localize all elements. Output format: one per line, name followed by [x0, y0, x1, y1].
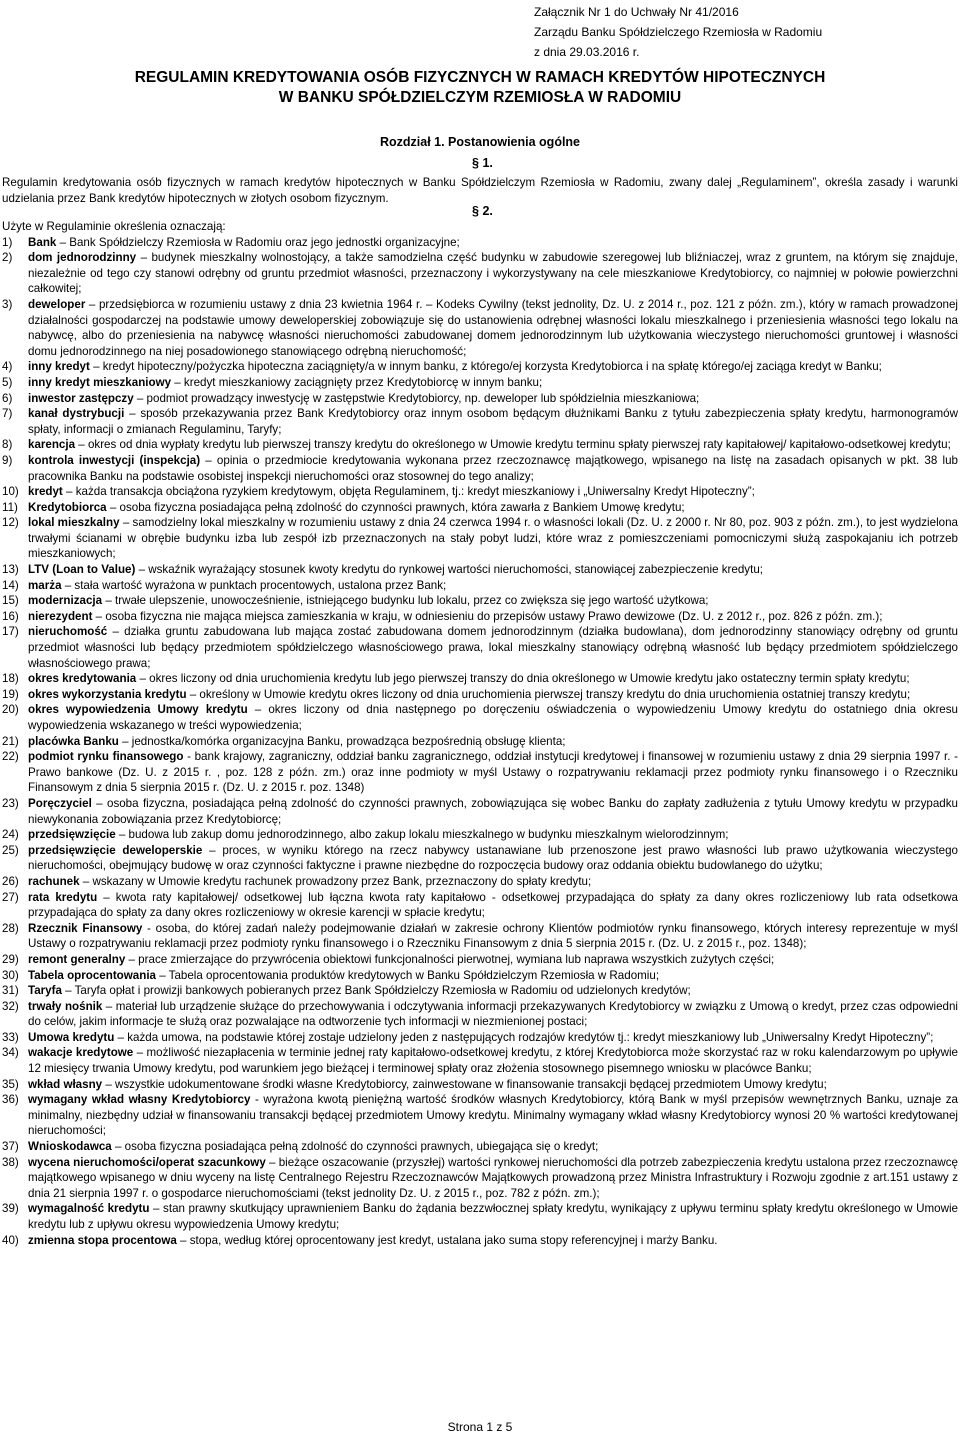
- header-line-3: z dnia 29.03.2016 r.: [534, 45, 640, 59]
- definition-term: marża: [28, 578, 62, 592]
- definition-item: [2, 968, 958, 984]
- definition-description: – stała wartość wyrażona w punktach procentowych, ustalona przez Bank;: [61, 578, 447, 592]
- definition-term: inny kredyt: [28, 360, 90, 374]
- definition-term: kanał dystrybucji: [28, 407, 125, 421]
- definition-text: [28, 999, 958, 1030]
- definition-description: – okres liczony od dnia uruchomienia kredytu lub jego pierwszej transzy do dnia określonego w Umowie kredytu jako ostateczny termin spłaty kredytu;: [136, 672, 910, 686]
- definition-term: wkład własny: [28, 1077, 103, 1091]
- definition-text: [28, 235, 958, 251]
- definition-description: - wyrażona kwotą pieniężną wartość środków własnych Kredytobiorcy, którą Bank w myśl przepisów wewnętrznych Banku, uznaje za minimalny, niezbędny udział w finansowaniu transakcji będącej przedmiotem Umowy kredytu. Minimalny wymagany wkład własny Kredytobiorcy wynosi 20 % wartości kredytowanej nieruchomości;: [28, 1093, 958, 1138]
- definition-description: – prace zmierzające do przywrócenia obiektowi funkcjonalności pierwotnej, wymiana lub naprawa wszystkich zużytych części;: [125, 952, 775, 966]
- definition-number: 14): [2, 578, 19, 592]
- definition-number: 23): [2, 796, 19, 810]
- definition-text: [28, 749, 958, 796]
- definition-text: [28, 562, 958, 578]
- definition-term: wycena nieruchomości/operat szacunkowy: [28, 1155, 266, 1169]
- definition-text: [28, 593, 958, 609]
- definition-term: Kredytobiorca: [28, 500, 107, 514]
- definition-description: - osoba, do której zadań należy podejmowanie działań w zakresie ochrony Klientów podmiotów rynku finansowego, których interesy reprezentuje w myśl Ustawy o rozpatrywaniu reklamacji przez podmioty rynku finansowego i o Rzeczniku Finansowym z dnia 5 sierpnia 2015 r. (Dz. U. z 2015 r., poz. 1348);: [28, 921, 958, 951]
- definition-text: [28, 734, 958, 750]
- definition-text: [28, 1092, 958, 1139]
- definition-term: Poręczyciel: [28, 796, 92, 810]
- definition-item: [2, 827, 958, 843]
- definition-term: karencja: [28, 438, 76, 452]
- definition-description: – budynek mieszkalny wolnostojący, a także samodzielna część budynku w zabudowie szeregowej lub bliźniaczej, wraz z gruntem, na którym się znajduje, niezależnie od tego czy stanowi odrębny od gruntu przedmiot własności, przeznaczony i wykorzystywany na cele mieszkaniowe Kredytobiorcy, co najmniej w połowie powierzchni całkowitej;: [28, 251, 958, 296]
- definition-item: [2, 671, 958, 687]
- definition-text: [28, 484, 958, 500]
- definition-number: 3): [2, 297, 13, 311]
- definition-description: – osoba fizyczna posiadająca pełną zdolność do czynności prawnych, która zawarła z Bankiem Umowę kredytu;: [106, 500, 685, 514]
- definition-text: [28, 1045, 958, 1076]
- definition-item: [2, 983, 958, 999]
- definition-term: kontrola inwestycji (inspekcja): [28, 453, 201, 467]
- definition-term: podmiot rynku finansowego: [28, 750, 184, 764]
- definition-text: [28, 609, 958, 625]
- definition-number: 5): [2, 375, 13, 389]
- definition-description: – kwota raty kapitałowej/ odsetkowej lub łączna kwota raty kapitałowo - odsetkowej przypadająca do spłaty za dany okres rozliczeniowy lub rata odsetkowa przypadająca do spłaty za dany okres rozliczeniowy w okresie karencji w spłacie kredytu;: [28, 890, 959, 920]
- definition-text: [28, 843, 958, 874]
- definition-text: [28, 1139, 958, 1155]
- definition-description: – stopa, według której oprocentowany jest kredyt, ustalana jako suma stopy referencyjnej i marży Banku.: [176, 1233, 718, 1247]
- definition-text: [28, 437, 958, 453]
- definition-number: 35): [2, 1077, 19, 1091]
- definition-text: [28, 375, 958, 391]
- definition-text: [28, 500, 958, 516]
- definition-number: 12): [2, 516, 19, 530]
- definition-number: 13): [2, 563, 19, 577]
- definition-term: lokal mieszkalny: [28, 516, 120, 530]
- definition-text: [28, 391, 958, 407]
- definition-text: [28, 1155, 958, 1202]
- definition-number: 26): [2, 874, 19, 888]
- definition-item: [2, 1030, 958, 1046]
- definition-text: [28, 968, 958, 984]
- definition-description: – okres od dnia wypłaty kredytu lub pierwszej transzy kredytu do określonego w Umowie kredytu terminu spłaty pierwszej raty kapitałowej/ kapitałowo-odsetkowej kredytu;: [75, 438, 951, 452]
- definition-item: [2, 702, 958, 733]
- definition-term: wymagany wkład własny Kredytobiorcy: [28, 1093, 251, 1107]
- definition-number: 37): [2, 1140, 19, 1154]
- definition-item: [2, 593, 958, 609]
- definition-number: 31): [2, 984, 19, 998]
- definition-number: 6): [2, 391, 13, 405]
- definition-description: – każda transakcja obciążona ryzykiem kredytowym, objęta Regulaminem, tj.: kredyt mieszkaniowy i „Uniwersalny Kredyt Hipoteczny”;: [62, 485, 755, 499]
- definition-description: – każda umowa, na podstawie której zostaje udzielony jeden z następujących rodzajów kredytów tj.: kredyt mieszkaniowy lub „Uniwersalny Kredyt Hipoteczny”;: [114, 1030, 934, 1044]
- definition-term: wymagalność kredytu: [28, 1202, 150, 1216]
- definition-number: 1): [2, 235, 13, 249]
- definition-description: – opinia o przedmiocie kredytowania wykonana przez rzeczoznawcę majątkowego, wpisanego na listę na zasadach opisanych w pkt. 38 lub pracownika Banku na podstawie osobistej inspekcji nieruchomości oraz stosownej do tego analizy;: [28, 453, 958, 483]
- definition-term: deweloper: [28, 297, 86, 311]
- definition-description: – przedsiębiorca w rozumieniu ustawy z dnia 23 kwietnia 1964 r. – Kodeks Cywilny (tekst jednolity, Dz. U. z 2014 r., poz. 121 z późn. zm.), który w ramach prowadzonej działalności gospodarczej na podstawie umowy deweloperskiej zobowiązuje się do ustanowienia odrębnej własności lokalu mieszkalnego i przeniesienia własności tego lokalu na nabywcę, albo do przeniesienia na nabywcę własności nieruchomości zabudowanej domem jednorodzinnym lub użytkowania wieczystego nieruchomości gruntowej i własności domu jednorodzinnego na niej posadowionego stanowiącego odrębną nieruchomość;: [28, 297, 958, 358]
- definition-number: 36): [2, 1093, 19, 1107]
- definition-item: [2, 297, 958, 359]
- definition-description: – proces, w wyniku którego na rzecz nabywcy ustanawiane lub przenoszone jest prawo własności lub prawo użytkowania wieczystego nieruchomości, obejmujący budowę w oraz czynności faktyczne i prawne niezbędne do rozpoczęcia budowy oraz oddania obiektu budowlanego do użytku;: [28, 843, 959, 873]
- definition-text: [28, 921, 958, 952]
- definition-item: [2, 796, 958, 827]
- definition-description: – sposób przekazywania przez Bank Kredytobiorcy oraz innym osobom będącym dłużnikami Banku z tytułu zabezpieczenia spłaty kredytu, harmonogramów spłaty, informacji o zmianach Regulaminu, Taryfy;: [28, 407, 958, 436]
- definition-text: [28, 1233, 958, 1249]
- definition-term: kredyt: [28, 485, 63, 499]
- definition-description: - bank krajowy, zagraniczny, oddział banku zagranicznego, oddział instytucji kredytowej i finansowej w rozumieniu ustawy z dnia 29 sierpnia 1997 r. - Prawo bankowe (Dz. U. z 2015 r. , poz. 128 z późn. zm.) oraz inne podmioty w myśl Ustawy o rozpatrywaniu reklamacji przez podmioty rynku finansowego i o Rzeczniku Finansowym z dnia 5 sierpnia 2015 r. (Dz. U. z 2015 r. poz. 1348): [28, 750, 958, 795]
- definition-term: dom jednorodzinny: [28, 251, 137, 265]
- definition-description: – budowa lub zakup domu jednorodzinnego, albo zakup lokalu mieszkalnego w budynku mieszkalnym wielorodzinnym;: [115, 828, 729, 842]
- definition-number: 39): [2, 1202, 19, 1216]
- definition-text: [28, 702, 958, 733]
- definition-number: 25): [2, 843, 19, 857]
- definitions-list: [2, 235, 958, 1249]
- definition-term: trwały nośnik: [28, 999, 103, 1013]
- definition-item: [2, 406, 958, 437]
- definition-item: [2, 1139, 958, 1155]
- definition-description: – kredyt hipoteczny/pożyczka hipoteczna zaciągnięty/a w innym banku, z którego/ej korzysta Kredytobiorca i na spłatę którego/ej zaciąga kredyt w Banku;: [89, 360, 882, 374]
- definition-description: – Bank Spółdzielczy Rzemiosła w Radomiu oraz jego jednostki organizacyjne;: [56, 235, 460, 249]
- definition-item: [2, 391, 958, 407]
- definition-description: – określony w Umowie kredytu okres liczony od dnia uruchomienia pierwszej transzy kredytu do dnia uruchomienia ostatniej transzy kredytu;: [186, 687, 911, 701]
- definition-term: nierezydent: [28, 609, 93, 623]
- definition-term: inwestor zastępczy: [28, 391, 134, 405]
- definition-description: – jednostka/komórka organizacyjna Banku, prowadząca bezpośrednią obsługę klienta;: [118, 734, 566, 748]
- definition-text: [28, 297, 958, 359]
- definition-text: [28, 453, 958, 484]
- definition-item: [2, 843, 958, 874]
- definition-item: [2, 952, 958, 968]
- definition-term: Bank: [28, 235, 57, 249]
- title-line-1: REGULAMIN KREDYTOWANIA OSÓB FIZYCZNYCH W RAMACH KREDYTÓW HIPOTECZNYCH: [134, 69, 826, 86]
- definition-number: 10): [2, 485, 19, 499]
- definition-item: [2, 562, 958, 578]
- definition-item: [2, 453, 958, 484]
- definition-number: 9): [2, 453, 13, 467]
- definition-term: Umowa kredytu: [28, 1030, 115, 1044]
- definition-term: rata kredytu: [28, 890, 98, 904]
- definition-number: 29): [2, 952, 19, 966]
- definition-description: – osoba fizyczna, posiadająca pełną zdolność do czynności prawnych, zobowiązująca się wobec Banku do zapłaty zadłużenia z tytułu Umowy kredytu w przypadku niewykonania zobowiązania przez Kredytobiorcę;: [28, 796, 958, 826]
- definition-term: Wnioskodawca: [28, 1140, 112, 1154]
- paragraph-2-mark: § 2.: [472, 204, 493, 218]
- definition-text: [28, 890, 958, 921]
- definition-item: [2, 359, 958, 375]
- definition-text: [28, 983, 958, 999]
- definition-number: 8): [2, 438, 13, 452]
- definition-item: [2, 484, 958, 500]
- definition-term: wakacje kredytowe: [28, 1046, 134, 1060]
- definition-item: [2, 624, 958, 671]
- definition-number: 32): [2, 999, 19, 1013]
- definition-text: [28, 1030, 958, 1046]
- definition-term: rachunek: [28, 874, 80, 888]
- definition-description: – osoba fizyczna posiadająca pełną zdolność do czynności prawnych, ubiegająca się o kredyt;: [111, 1140, 599, 1154]
- definition-term: Taryfa: [28, 984, 62, 998]
- definition-description: – wszystkie udokumentowane środki własne Kredytobiorcy, zainwestowane w finansowanie transakcji będącej przedmiotem Umowy kredytu;: [102, 1077, 827, 1091]
- definition-term: Rzecznik Finansowy: [28, 921, 143, 935]
- definition-text: [28, 624, 958, 671]
- paragraph-1-text: Regulamin kredytowania osób fizycznych w ramach kredytów hipotecznych w Banku Spółdzielczym Rzemiosła w Radomiu, zwany dalej „Regulaminem”, określa zasady i warunki udzielania przez Bank kredytów hipotecznych w złotych osobom fizycznym.: [2, 176, 958, 205]
- definition-description: – samodzielny lokal mieszkalny w rozumieniu ustawy z dnia 24 czerwca 1994 r. o własności lokali (Dz. U. z 2000 r. Nr 80, poz. 903 z późn. zm.), to jest wydzielona trwałymi ścianami w obrębie budynku izba lub zespół izb przeznaczonych na stały pobyt ludzi, które wraz z pomieszczeniami pomocniczymi służą zaspokajaniu ich potrzeb mieszkaniowych;: [28, 516, 958, 561]
- definition-number: 30): [2, 968, 19, 982]
- definition-item: [2, 1077, 958, 1093]
- definition-number: 38): [2, 1155, 19, 1169]
- definition-description: – wskaźnik wyrażający stosunek kwoty kredytu do rynkowej wartości nieruchomości, stanowiącej zabezpieczenie kredytu;: [135, 563, 763, 577]
- definition-description: – możliwość niezapłacenia w terminie jednej raty kapitałowo-odsetkowej kredytu, z której Kredytobiorca może skorzystać raz w roku kalendarzowym po upływie 12 miesięcy trwania Umowy kredytu, pod warunkiem jego bieżącej i terminowej spłaty oraz złożenia stosownego pisemnego wniosku w placówce Banku;: [28, 1046, 959, 1076]
- definition-number: 16): [2, 609, 19, 623]
- definition-number: 7): [2, 407, 13, 421]
- definition-item: [2, 1233, 958, 1249]
- definition-item: [2, 1201, 958, 1232]
- paragraph-2-body: [2, 219, 958, 1248]
- definition-text: [28, 250, 958, 297]
- definition-text: [28, 1077, 958, 1093]
- definition-item: [2, 235, 958, 251]
- paragraph-1-mark: § 1.: [472, 156, 493, 170]
- definition-item: [2, 500, 958, 516]
- definition-number: 22): [2, 750, 19, 764]
- definition-description: – osoba fizyczna nie mająca miejsca zamieszkania w kraju, w odniesieniu do przepisów ustawy Prawo dewizowe (Dz. U. z 2012 r., poz. 826 z późn. zm.);: [92, 609, 883, 623]
- definition-term: placówka Banku: [28, 734, 119, 748]
- definition-description: – kredyt mieszkaniowy zaciągnięty przez Kredytobiorcę w innym banku;: [171, 375, 543, 389]
- definition-description: – materiał lub urządzenie służące do przechowywania i odczytywania informacji przekazywanych Kredytobiorcy w związku z Umową o kredyt, przez czas odpowiedni do celów, jakim informacje te służą oraz pozwalające na odtworzenie tych informacji w niezmienionej postaci;: [28, 999, 958, 1029]
- definition-term: modernizacja: [28, 594, 103, 608]
- definition-number: 33): [2, 1030, 19, 1044]
- definition-term: LTV (Loan to Value): [28, 563, 136, 577]
- definition-item: [2, 921, 958, 952]
- definition-description: – podmiot prowadzący inwestycję w zastępstwie Kredytobiorcy, np. deweloper lub spółdzielnia mieszkaniowa;: [133, 391, 700, 405]
- definition-term: zmienna stopa procentowa: [28, 1233, 177, 1247]
- definition-term: okres wykorzystania kredytu: [28, 687, 187, 701]
- definition-item: [2, 1092, 958, 1139]
- definition-number: 15): [2, 594, 19, 608]
- definition-item: [2, 578, 958, 594]
- header-line-2: Zarządu Banku Spółdzielczego Rzemiosła w Radomiu: [534, 25, 823, 39]
- paragraph-2-intro: Użyte w Regulaminie określenia oznaczają:: [2, 220, 226, 233]
- definition-number: 34): [2, 1046, 19, 1060]
- definition-number: 11): [2, 500, 18, 514]
- definition-number: 19): [2, 687, 19, 701]
- definition-number: 20): [2, 703, 19, 717]
- definition-text: [28, 796, 958, 827]
- definition-number: 4): [2, 360, 13, 374]
- definition-text: [28, 515, 958, 562]
- definition-number: 40): [2, 1233, 19, 1247]
- definition-term: remont generalny: [28, 952, 126, 966]
- definition-description: – wskazany w Umowie kredytu rachunek prowadzony przez Bank, przeznaczony do spłaty kredytu;: [79, 874, 592, 888]
- definition-item: [2, 749, 958, 796]
- definition-item: [2, 437, 958, 453]
- definition-text: [28, 578, 958, 594]
- definition-number: 28): [2, 921, 19, 935]
- definition-text: [28, 827, 958, 843]
- definition-description: – Tabela oprocentowania produktów kredytowych w Banku Spółdzielczym Rzemiosła w Radomiu;: [155, 968, 660, 982]
- definition-description: – trwałe ulepszenie, unowocześnienie, istniejącego budynku lub lokalu, przez co zwiększa się jego wartość użytkowa;: [102, 594, 709, 608]
- definition-item: [2, 687, 958, 703]
- definition-text: [28, 874, 958, 890]
- chapter-heading: Rozdział 1. Postanowienia ogólne: [379, 135, 581, 149]
- definition-text: [28, 671, 958, 687]
- definition-text: [28, 1201, 958, 1232]
- definition-item: [2, 1155, 958, 1202]
- definition-number: 18): [2, 672, 19, 686]
- definition-number: 2): [2, 251, 13, 265]
- document-title: [0, 68, 960, 108]
- definition-description: – stan prawny skutkujący uprawnieniem Banku do żądania bezzwłocznej spłaty kredytu, wynikający z upływu terminu spłaty kredytu określonego w Umowie kredytu lub z upływu okresu wypowiedzenia Umowy kredytu;: [28, 1202, 958, 1231]
- definition-item: [2, 250, 958, 297]
- definition-item: [2, 375, 958, 391]
- definition-term: przedsięwzięcie: [28, 828, 116, 842]
- definition-item: [2, 874, 958, 890]
- definition-text: [28, 359, 958, 375]
- definition-item: [2, 999, 958, 1030]
- definition-description: – okres liczony od dnia następnego po doręczeniu oświadczenia o wypowiedzeniu Umowy kredytu do ostatniego dnia okresu wypowiedzenia wskazanego w treści wypowiedzenia;: [28, 703, 958, 732]
- definition-term: inny kredyt mieszkaniowy: [28, 375, 172, 389]
- definition-text: [28, 952, 958, 968]
- definition-term: Tabela oprocentowania: [28, 968, 156, 982]
- definition-term: nieruchomość: [28, 625, 108, 639]
- definition-description: – Taryfa opłat i prowizji bankowych pobieranych przez Bank Spółdzielczy Rzemiosła w Radomiu od udzielonych kredytów;: [61, 984, 691, 998]
- definition-description: – działka gruntu zabudowana lub mająca zostać zabudowana domem jednorodzinnym (działka budowlana), dom jednorodzinny stanowiący odrębny od gruntu przedmiot własności lub będący przedmiotem spółdzielczego własnościowego prawa, lokal mieszkalny stanowiący odrębną własność lub będący przedmiotem spółdzielczego własnościowego prawa;: [28, 625, 958, 670]
- definition-number: 17): [2, 625, 19, 639]
- definition-item: [2, 1045, 958, 1076]
- definition-text: [28, 406, 958, 437]
- resolution-header: [534, 2, 822, 62]
- definition-number: 21): [2, 734, 19, 748]
- title-line-2: W BANKU SPÓŁDZIELCZYM RZEMIOSŁA W RADOMIU: [278, 89, 682, 106]
- definition-number: 27): [2, 890, 19, 904]
- definition-description: – bieżące oszacowanie (przyszłej) wartości rynkowej nieruchomości dla potrzeb zabezpieczenia kredytu ustalona przez rzeczoznawcę majątkowego wpisanego w dniu wyceny na listę Centralnego Rejestru Rzeczoznawców Majątkowych prowadzoną przez Ministra Infrastruktury i Rozwoju zgodnie z art.151 ustawy z dnia 21 sierpnia 1997 r. o gospodarce nieruchomościami (tekst jednolity Dz. U. z 2015 r., poz. 782 z późn. zm.);: [28, 1155, 958, 1200]
- definition-item: [2, 609, 958, 625]
- definition-text: [28, 687, 958, 703]
- definition-term: przedsięwzięcie deweloperskie: [28, 843, 203, 857]
- definition-item: [2, 515, 958, 562]
- definition-term: okres wypowiedzenia Umowy kredytu: [28, 703, 248, 717]
- definition-term: okres kredytowania: [28, 672, 137, 686]
- definition-item: [2, 734, 958, 750]
- header-line-1: Załącznik Nr 1 do Uchwały Nr 41/2016: [534, 5, 739, 19]
- page-footer: Strona 1 z 5: [447, 1420, 513, 1434]
- definition-item: [2, 890, 958, 921]
- definition-number: 24): [2, 828, 19, 842]
